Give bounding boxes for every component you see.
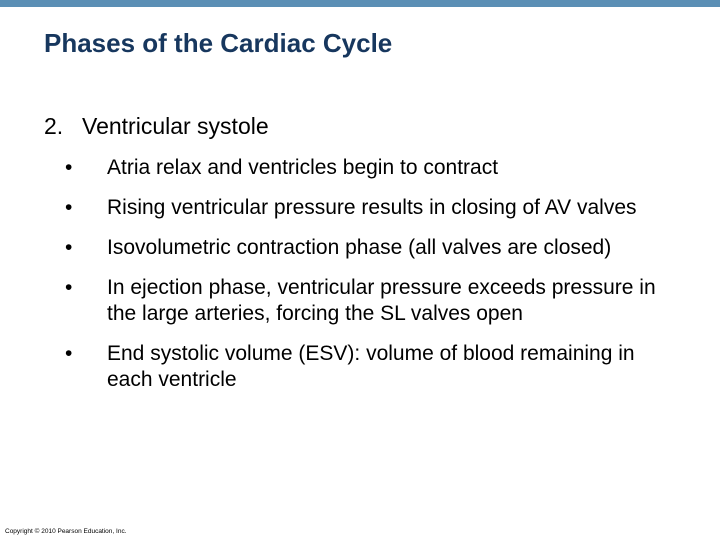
bullet-item: [65, 235, 685, 261]
bullet-symbol: •: [65, 276, 73, 299]
bullet-symbol: •: [65, 156, 73, 179]
section-heading: [44, 113, 269, 140]
top-accent-bar: [0, 0, 720, 7]
section-title: Ventricular systole: [82, 113, 269, 139]
section-number: 2.: [44, 113, 64, 139]
copyright-footer: Copyright © 2010 Pearson Education, Inc.: [5, 528, 127, 535]
bullet-symbol: •: [65, 342, 73, 365]
bullet-symbol: •: [65, 236, 73, 259]
bullet-item: [65, 275, 685, 327]
bullet-text: Rising ventricular pressure results in closing of AV valves: [107, 196, 637, 219]
bullet-symbol: •: [65, 196, 73, 219]
slide-title: Phases of the Cardiac Cycle: [44, 28, 393, 58]
bullet-item: [65, 195, 685, 221]
bullet-item: [65, 155, 685, 181]
bullet-list: [65, 155, 685, 407]
bullet-text: In ejection phase, ventricular pressure exceeds pressure in the large arteries, forcing the SL valves open: [107, 276, 656, 325]
bullet-item: [65, 341, 685, 393]
bullet-text: Atria relax and ventricles begin to contract: [107, 156, 499, 179]
bullet-text: Isovolumetric contraction phase (all valves are closed): [107, 236, 612, 259]
bullet-text: End systolic volume (ESV): volume of blood remaining in each ventricle: [107, 342, 635, 391]
